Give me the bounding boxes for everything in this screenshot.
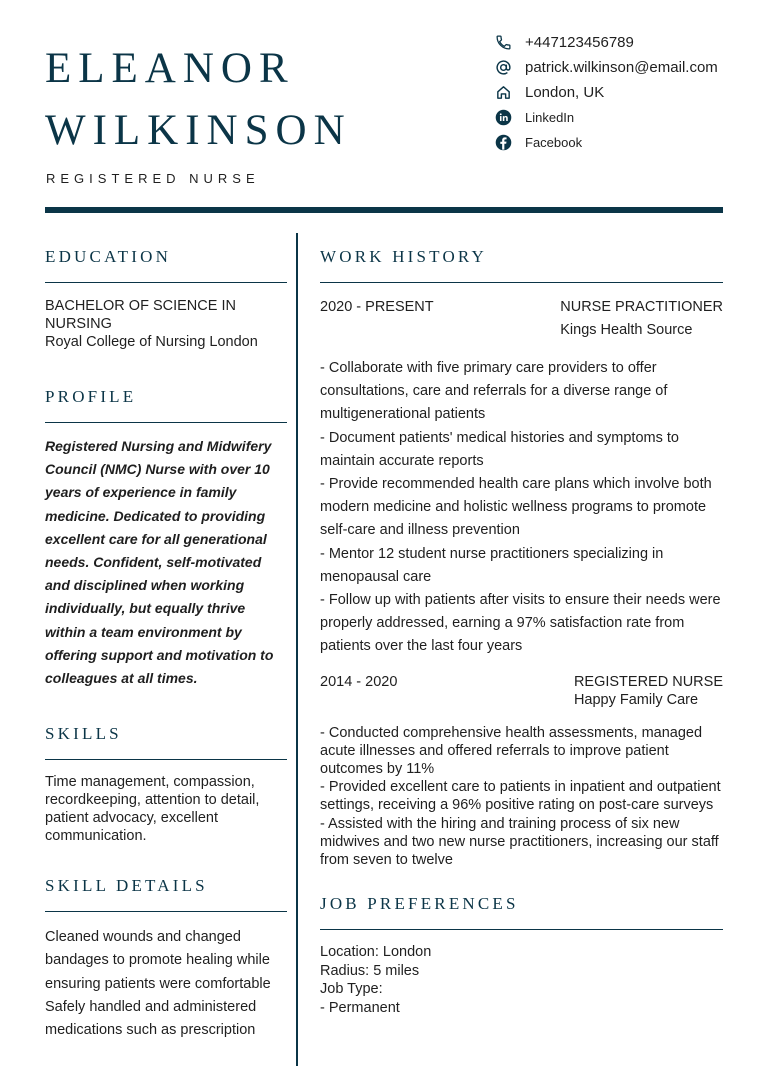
contact-email-text: patrick.wilkinson@email.com <box>525 59 718 76</box>
job-title: REGISTERED NURSE <box>46 171 260 186</box>
education-entry <box>45 297 287 351</box>
left-column <box>45 246 287 1042</box>
contact-facebook[interactable] <box>494 130 718 155</box>
header-divider <box>45 207 723 213</box>
contact-location <box>494 80 718 105</box>
list-item: - Document patients' medical histories and symptoms to maintain accurate reports <box>320 429 679 469</box>
list-item: - Conducted comprehensive health assessments, managed acute illnesses and offered referrals to improve patient outcomes by 11% <box>320 724 703 778</box>
at-icon <box>494 59 512 77</box>
skill-details-list <box>45 926 287 1042</box>
skills-section <box>45 723 287 845</box>
education-degree: BACHELOR OF SCIENCE IN NURSING <box>45 298 236 332</box>
contact-location-text: London, UK <box>525 84 605 101</box>
pref-job-type-label: Job Type: <box>320 981 383 998</box>
work-history-section <box>320 246 723 869</box>
skill-details-section <box>45 875 287 1042</box>
contact-linkedin[interactable] <box>494 105 718 130</box>
contact-email[interactable] <box>494 55 718 80</box>
list-item: Cleaned wounds and changed bandages to promote healing while ensuring patients were comfortable <box>45 929 271 992</box>
job-role-block <box>574 673 723 710</box>
last-name: WILKINSON <box>45 107 352 154</box>
education-heading: EDUCATION <box>45 246 287 283</box>
contact-list <box>494 30 718 155</box>
list-item: - Provide recommended health care plans which involve both modern medicine and holistic wellness programs to promote self-care and illness prevention <box>320 476 712 539</box>
list-item: - Mentor 12 student nurse practitioners specializing in menopausal care <box>320 545 664 585</box>
job-dates: 2014 - 2020 <box>320 673 398 690</box>
job-preferences-heading: JOB PREFERENCES <box>320 893 723 930</box>
list-item: - Assisted with the hiring and training process of six new midwives and two new nurse practitioners, increasing our staff from seven to twelve <box>320 815 719 869</box>
skill-details-heading: SKILL DETAILS <box>45 875 287 912</box>
contact-phone-text: +447123456789 <box>525 34 634 51</box>
candidate-name <box>45 38 352 162</box>
education-section <box>45 246 287 351</box>
column-divider <box>296 233 298 1066</box>
skills-heading: SKILLS <box>45 723 287 760</box>
contact-phone[interactable] <box>494 30 718 55</box>
profile-text: Registered Nursing and Midwifery Council (NMC) Nurse with over 10 years of experience in family medicine. Dedicated to providing excellent care for all generational needs. Confident, self-motivated and disciplined when working individually, but equally thrive within a team environment by offering support and motivation to colleagues at all times. <box>45 438 274 687</box>
list-item: - Collaborate with five primary care providers to offer consultations, care and referrals for a diverse range of multigenerational patients <box>320 360 668 423</box>
list-item: - Provided excellent care to patients in inpatient and outpatient settings, receiving a 96% positive rating on post-care surveys <box>320 779 721 814</box>
pref-radius: Radius: 5 miles <box>320 962 420 979</box>
profile-section <box>45 386 287 690</box>
job-role: REGISTERED NURSE <box>573 673 723 690</box>
job-preferences-section <box>320 893 723 1017</box>
pref-job-type-value: - Permanent <box>320 999 400 1016</box>
work-history-heading: WORK HISTORY <box>320 246 723 283</box>
list-item: Safely handled and administered medications such as prescription <box>45 998 257 1039</box>
list-item: - Follow up with patients after visits to ensure their needs were properly addressed, earning a 97% satisfaction rate from patients over the last four years <box>320 592 721 655</box>
contact-linkedin-text: LinkedIn <box>525 110 575 125</box>
job-role-block <box>560 296 723 342</box>
job-role: NURSE PRACTITIONER <box>560 299 723 315</box>
skills-text: Time management, compassion, recordkeeping, attention to detail, patient advocacy, excellent communication. <box>45 774 260 845</box>
job-dates: 2020 - PRESENT <box>320 299 434 315</box>
profile-heading: PROFILE <box>45 386 287 423</box>
job-entry <box>320 673 723 870</box>
linkedin-icon <box>494 109 512 127</box>
job-header <box>320 296 723 342</box>
facebook-icon <box>494 134 512 152</box>
job-bullets <box>320 724 723 870</box>
contact-facebook-text: Facebook <box>525 135 583 150</box>
phone-icon <box>494 34 512 52</box>
job-company: Happy Family Care <box>573 692 699 709</box>
education-school: Royal College of Nursing London <box>45 334 258 350</box>
job-entry <box>320 296 723 659</box>
job-bullets <box>320 357 723 659</box>
right-column <box>320 246 723 1017</box>
job-header <box>320 673 723 710</box>
home-icon <box>494 84 512 102</box>
first-name: ELEANOR <box>45 45 295 92</box>
job-preferences-list <box>320 943 723 1017</box>
pref-location: Location: London <box>320 944 432 961</box>
job-company: Kings Health Source <box>560 322 693 338</box>
